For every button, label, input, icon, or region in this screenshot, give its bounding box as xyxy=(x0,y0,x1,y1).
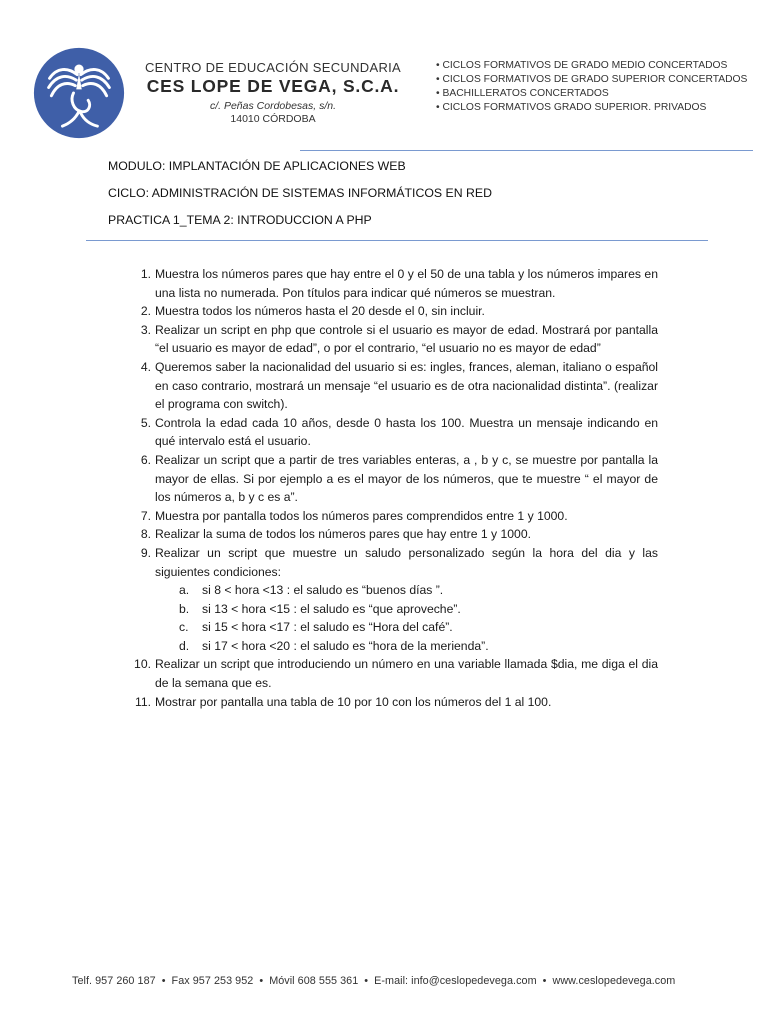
offerings-list xyxy=(436,59,756,115)
offering-item: • CICLOS FORMATIVOS DE GRADO MEDIO CONCERTADOS xyxy=(436,59,756,73)
sub-item: d. si 17 < hora <20 : el saludo es “hora de la merienda”. xyxy=(179,638,489,653)
module-line: MODULO: IMPLANTACIÓN DE APLICACIONES WEB xyxy=(108,159,406,173)
exercise-item: 3. Realizar un script en php que controle si el usuario es mayor de edad. Mostrará por pantalla “el usuario es mayor de edad”, o por el contrario, “el usuario no es mayor de edad” xyxy=(140,322,658,356)
exercise-item: 8. Realizar la suma de todos los números pares que hay entre 1 y 1000. xyxy=(140,527,531,542)
contact-footer: Telf. 957 260 187 • Fax 957 253 952 • Móvil 608 555 361 • E-mail: info@ceslopedevega.com • www.ceslopedevega.com xyxy=(72,975,676,987)
offering-item: • BACHILLERATOS CONCERTADOS xyxy=(436,87,756,101)
offering-item: • CICLOS FORMATIVOS GRADO SUPERIOR. PRIVADOS xyxy=(436,101,756,115)
info-divider xyxy=(86,240,708,241)
school-logo-icon xyxy=(33,47,125,139)
sub-item: a. si 8 < hora <13 : el saludo es “buenos días ”. xyxy=(179,583,444,598)
exercise-item: 2. Muestra todos los números hasta el 20 desde el 0, sin incluir. xyxy=(140,304,485,319)
exercise-list xyxy=(134,265,658,711)
course-info xyxy=(108,158,492,239)
exercise-item: 7. Muestra por pantalla todos los números pares comprendidos entre 1 y 1000. xyxy=(140,508,568,523)
sub-item: c. si 15 < hora <17 : el saludo es “Hora del café”. xyxy=(179,620,453,635)
sub-item: b. si 13 < hora <15 : el saludo es “que aproveche”. xyxy=(179,601,461,616)
exercise-sublist xyxy=(155,581,658,655)
exercise-item: 6. Realizar un script que a partir de tres variables enteras, a , b y c, se muestre por pantalla la mayor de ellas. Si por ejemplo a es el mayor de los números, que te muestre “ el mayor de los números a, b y c es a”. xyxy=(140,452,658,505)
fax-number: Fax 957 253 952 xyxy=(171,975,254,987)
phone-number: Telf. 957 260 187 xyxy=(72,975,156,987)
exercise-item: 9. Realizar un script que muestre un saludo personalizado según la hora del dia y las siguientes condiciones: a. si 8 < hora <13 : el saludo es “buenos días ”. b. si 13 < hora <15 : el saludo es “que aproveche”. c. si 15 < hora <17 : el saludo es “Hora del café”. d. si 17 < hora <20 : el saludo es “hora de la merienda”. xyxy=(155,544,658,656)
email-address: E-mail: info@ceslopedevega.com xyxy=(374,975,537,987)
mobile-number: Móvil 608 555 361 xyxy=(269,975,359,987)
school-address: c/. Peñas Cordobesas, s/n. xyxy=(209,100,337,112)
website: www.ceslopedevega.com xyxy=(552,975,676,987)
exercise-item: 4. Queremos saber la nacionalidad del usuario si es: ingles, frances, aleman, italiano o español en caso contrario, mostrará un mensaje “el usuario es de otra nacionalidad distinta”. (realizar el programa con switch). xyxy=(140,359,658,412)
practice-line: PRACTICA 1_TEMA 2: INTRODUCCION A PHP xyxy=(108,213,372,227)
exercise-item: 10. Realizar un script que introduciendo un número en una variable llamada $dia, me diga el dia de la semana que es. xyxy=(134,657,658,691)
cycle-line: CICLO: ADMINISTRACIÓN DE SISTEMAS INFORMÁTICOS EN RED xyxy=(108,186,492,200)
school-name: CES LOPE DE VEGA, S.C.A. xyxy=(146,76,400,96)
offering-item: • CICLOS FORMATIVOS DE GRADO SUPERIOR CONCERTADOS xyxy=(436,73,756,87)
exercise-item: 1. Muestra los números pares que hay entre el 0 y el 50 de una tabla y los números impares en una lista no numerada. Pon títulos para indicar qué números se muestran. xyxy=(140,267,658,300)
school-type: CENTRO DE EDUCACIÓN SECUNDARIA xyxy=(144,60,402,75)
school-name-block xyxy=(138,60,408,125)
exercise-item: 11. Mostrar por pantalla una tabla de 10 por 10 con los números del 1 al 100. xyxy=(134,694,552,709)
school-city: 14010 CÓRDOBA xyxy=(230,113,316,125)
header-divider xyxy=(300,150,753,151)
exercise-item: 5. Controla la edad cada 10 años, desde 0 hasta los 100. Muestra un mensaje indicando en qué intervalo está el usuario. xyxy=(140,415,658,449)
